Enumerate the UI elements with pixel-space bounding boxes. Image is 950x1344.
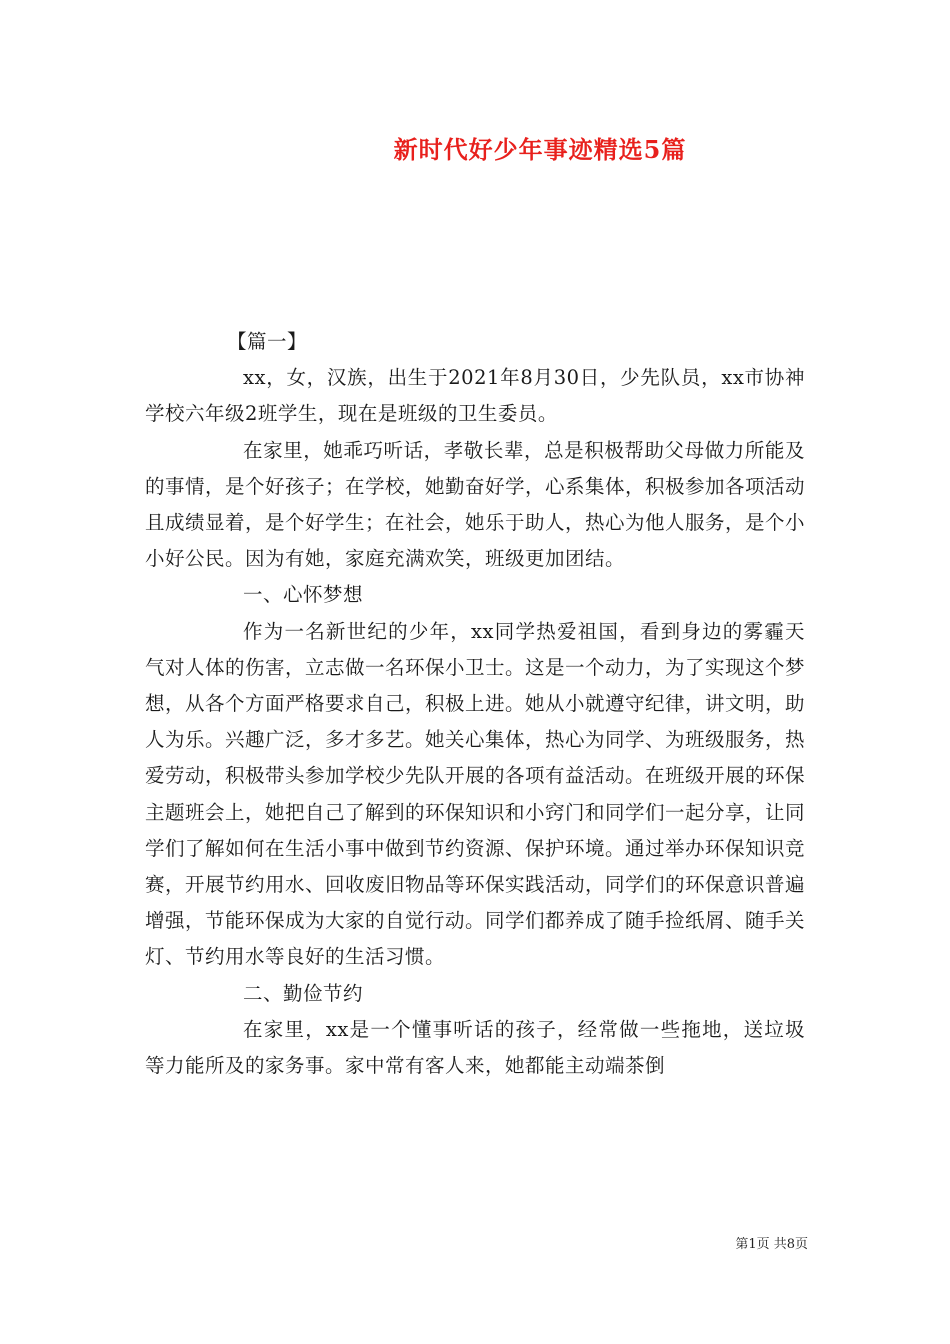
document-title: 新时代好少年事迹精选5篇 xyxy=(393,135,687,164)
paragraph-overview: 在家里，她乖巧听话，孝敬长辈，总是积极帮助父母做力所能及的事情，是个好孩子；在学校，她勤奋好学，心系集体，积极参加各项活动且成绩显着，是个好学生；在社会，她乐于助人，热心为他人服务，是个小小好公民。因为有她，家庭充满欢笑，班级更加团结。 xyxy=(145,438,806,571)
section-heading-thrift: 二、勤俭节约 xyxy=(243,981,364,1005)
paragraph-thrift: 在家里，xx是一个懂事听话的孩子，经常做一些拖地，送垃圾等力能所及的家务事。家中常有客人来，她都能主动端茶倒 xyxy=(145,1017,805,1078)
paragraph-dream: 作为一名新世纪的少年，xx同学热爱祖国，看到身边的雾霾天气对人体的伤害，立志做一名环保小卫士。这是一个动力，为了实现这个梦想，从各个方面严格要求自己，积极上进。她从小就遵守纪律，讲文明，助人为乐。兴趣广泛，多才多艺。她关心集体，热心为同学、为班级服务，热爱劳动，积极带头参加学校少先队开展的各项有益活动。在班级开展的环保主题班会上，她把自己了解到的环保知识和小窍门和同学们一起分享，让同学们了解如何在生活小事中做到节约资源、保护环境。通过举办环保知识竞赛，开展节约用水、回收废旧物品等环保实践活动，同学们的环保意识普遍增强，节能环保成为大家的自觉行动。同学们都养成了随手捡纸屑、随手关灯、节约用水等良好的生活习惯。 xyxy=(145,619,806,969)
page-number-footer: 第1页 共8页 xyxy=(735,1237,808,1252)
paragraph-intro: xx，女，汉族，出生于2021年8月30日，少先队员，xx市协神学校六年级2班学生，现在是班级的卫生委员。 xyxy=(145,366,805,426)
section-label: 【篇一】 xyxy=(227,330,308,353)
document-body xyxy=(145,324,805,1084)
section-heading-dream: 一、心怀梦想 xyxy=(243,583,364,607)
